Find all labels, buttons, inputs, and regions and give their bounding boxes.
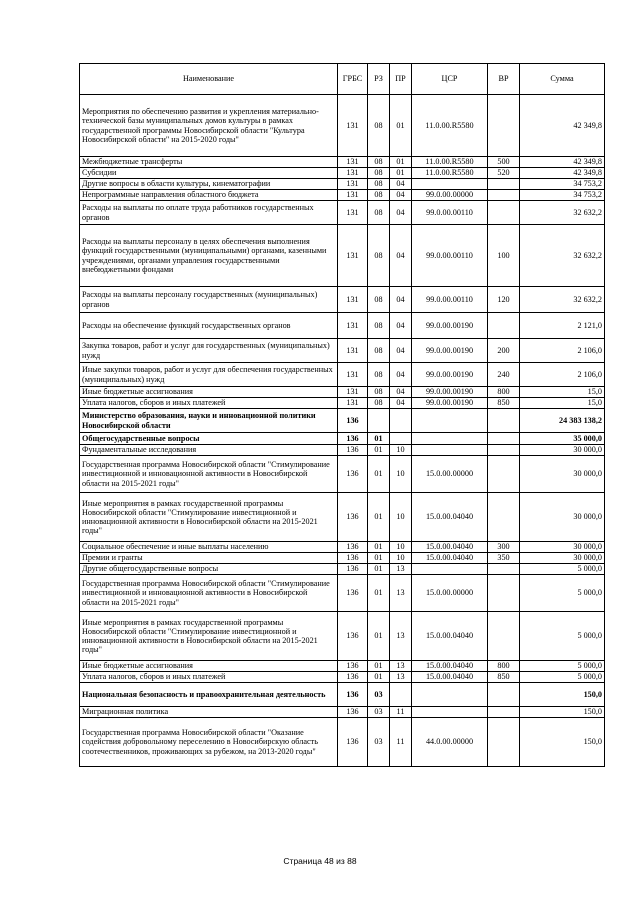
cell-pr: 01 [390,95,412,157]
budget-table [79,63,605,767]
cell-vr [488,95,520,157]
cell-pr: 04 [390,179,412,190]
table-header-row [80,64,605,95]
cell-csr: 11.0.00.R5580 [412,95,488,157]
header-vr: ВР [488,64,520,95]
cell-sum: 42 349,8 [520,157,605,168]
cell-rz: 03 [368,707,390,718]
cell-grbs: 136 [338,409,368,433]
cell-pr: 13 [390,575,412,612]
cell-vr [488,313,520,339]
cell-grbs: 131 [338,287,368,313]
cell-grbs: 131 [338,313,368,339]
cell-rz: 08 [368,168,390,179]
cell-csr: 44.0.00.00000 [412,718,488,767]
cell-csr: 11.0.00.R5580 [412,157,488,168]
cell-sum: 30 000,0 [520,493,605,542]
cell-name: Премии и гранты [80,553,338,564]
cell-name: Иные мероприятия в рамках государственной программы Новосибирской области "Стимулирование инвестиционной и инновационной активности в Новосибирской области на 2015-2021 годы" [80,612,338,661]
table-row [80,564,605,575]
cell-name: Уплата налогов, сборов и иных платежей [80,672,338,683]
cell-grbs: 136 [338,575,368,612]
cell-grbs: 131 [338,387,368,398]
cell-rz: 03 [368,718,390,767]
cell-vr: 300 [488,542,520,553]
cell-grbs: 136 [338,683,368,707]
table-row [80,95,605,157]
cell-name: Другие вопросы в области культуры, кинематографии [80,179,338,190]
cell-rz: 08 [368,387,390,398]
cell-pr: 10 [390,493,412,542]
cell-sum: 34 753,2 [520,179,605,190]
cell-vr: 850 [488,672,520,683]
cell-name: Иные бюджетные ассигнования [80,661,338,672]
header-name: Наименование [80,64,338,95]
cell-name: Государственная программа Новосибирской области "Стимулирование инвестиционной и инновационной активности в Новосибирской области на 2015-2021 годы" [80,456,338,493]
cell-csr: 15.0.00.04040 [412,542,488,553]
cell-rz: 01 [368,493,390,542]
cell-pr: 13 [390,672,412,683]
cell-name: Расходы на обеспечение функций государственных органов [80,313,338,339]
cell-rz: 01 [368,612,390,661]
table-row [80,398,605,409]
cell-pr: 13 [390,564,412,575]
cell-csr: 99.0.00.00190 [412,339,488,363]
cell-grbs: 136 [338,456,368,493]
table-row [80,612,605,661]
cell-sum: 5 000,0 [520,612,605,661]
cell-csr [412,564,488,575]
cell-csr [412,433,488,445]
cell-grbs: 131 [338,363,368,387]
header-grbs: ГРБС [338,64,368,95]
cell-sum: 42 349,8 [520,95,605,157]
cell-rz: 01 [368,445,390,456]
table-row [80,225,605,287]
cell-sum: 34 753,2 [520,190,605,201]
cell-vr: 800 [488,387,520,398]
table-row [80,201,605,225]
cell-sum: 30 000,0 [520,456,605,493]
cell-rz: 01 [368,564,390,575]
cell-name: Национальная безопасность и правоохранительная деятельность [80,683,338,707]
cell-grbs: 131 [338,168,368,179]
cell-vr [488,493,520,542]
table-row [80,718,605,767]
cell-grbs: 136 [338,672,368,683]
table-body [80,95,605,767]
cell-name: Субсидии [80,168,338,179]
cell-csr: 99.0.00.00190 [412,313,488,339]
cell-name: Межбюджетные трансферты [80,157,338,168]
cell-pr: 10 [390,542,412,553]
cell-rz: 01 [368,575,390,612]
cell-sum: 150,0 [520,683,605,707]
cell-rz: 01 [368,553,390,564]
cell-csr: 15.0.00.00000 [412,456,488,493]
cell-pr: 04 [390,398,412,409]
cell-grbs: 136 [338,542,368,553]
cell-sum: 5 000,0 [520,672,605,683]
cell-name: Миграционная политика [80,707,338,718]
cell-csr: 99.0.00.00000 [412,190,488,201]
cell-pr: 10 [390,456,412,493]
cell-rz: 01 [368,672,390,683]
cell-csr: 15.0.00.04040 [412,553,488,564]
table-row [80,409,605,433]
cell-sum: 30 000,0 [520,445,605,456]
cell-sum: 30 000,0 [520,542,605,553]
cell-pr: 04 [390,201,412,225]
cell-sum: 2 121,0 [520,313,605,339]
cell-sum: 2 106,0 [520,363,605,387]
cell-name: Расходы на выплаты персоналу в целях обеспечения выполнения функций государственными (муниципальными) органами, казенными учреждениями, органами управления государственными внебюджетными фондами [80,225,338,287]
cell-pr: 04 [390,225,412,287]
cell-name: Расходы на выплаты персоналу государственных (муниципальных) органов [80,287,338,313]
cell-vr [488,190,520,201]
cell-vr [488,201,520,225]
cell-csr: 15.0.00.04040 [412,493,488,542]
cell-grbs: 136 [338,445,368,456]
cell-rz: 08 [368,157,390,168]
cell-pr: 04 [390,387,412,398]
cell-rz: 08 [368,201,390,225]
cell-csr: 99.0.00.00190 [412,363,488,387]
cell-csr: 99.0.00.00110 [412,225,488,287]
header-rz: РЗ [368,64,390,95]
table-row [80,493,605,542]
cell-rz: 08 [368,287,390,313]
cell-grbs: 136 [338,707,368,718]
cell-pr [390,409,412,433]
cell-pr: 01 [390,157,412,168]
cell-vr [488,179,520,190]
table-row [80,313,605,339]
cell-rz: 08 [368,190,390,201]
cell-rz: 01 [368,661,390,672]
cell-vr: 850 [488,398,520,409]
cell-vr: 240 [488,363,520,387]
cell-vr [488,564,520,575]
table-row [80,661,605,672]
cell-grbs: 136 [338,612,368,661]
cell-vr: 200 [488,339,520,363]
cell-csr [412,683,488,707]
cell-csr: 15.0.00.04040 [412,672,488,683]
cell-vr [488,612,520,661]
cell-grbs: 131 [338,225,368,287]
cell-pr: 11 [390,718,412,767]
cell-csr [412,445,488,456]
cell-pr: 04 [390,363,412,387]
cell-csr [412,707,488,718]
page-footer: Страница 48 из 88 [283,856,357,866]
cell-csr [412,409,488,433]
cell-name: Социальное обеспечение и иные выплаты населению [80,542,338,553]
cell-name: Иные мероприятия в рамках государственной программы Новосибирской области "Стимулирование инвестиционной и инновационной активности в Новосибирской области на 2015-2021 годы" [80,493,338,542]
cell-name: Государственная программа Новосибирской области "Стимулирование инвестиционной и инновационной активности в Новосибирской области на 2015-2021 годы" [80,575,338,612]
cell-csr: 99.0.00.00190 [412,398,488,409]
cell-vr [488,409,520,433]
cell-vr [488,575,520,612]
cell-grbs: 136 [338,493,368,542]
cell-vr [488,683,520,707]
cell-pr: 04 [390,190,412,201]
table-row [80,707,605,718]
cell-grbs: 131 [338,201,368,225]
cell-rz: 08 [368,95,390,157]
cell-name: Закупка товаров, работ и услуг для государственных (муниципальных) нужд [80,339,338,363]
cell-name: Расходы на выплаты по оплате труда работников государственных органов [80,201,338,225]
cell-sum: 5 000,0 [520,564,605,575]
cell-name: Иные бюджетные ассигнования [80,387,338,398]
table-row [80,553,605,564]
cell-pr: 13 [390,612,412,661]
cell-sum: 32 632,2 [520,201,605,225]
cell-grbs: 136 [338,661,368,672]
cell-sum: 42 349,8 [520,168,605,179]
cell-rz: 08 [368,339,390,363]
table-row [80,168,605,179]
cell-grbs: 136 [338,718,368,767]
cell-sum: 30 000,0 [520,553,605,564]
cell-grbs: 131 [338,398,368,409]
cell-vr [488,456,520,493]
cell-sum: 32 632,2 [520,225,605,287]
cell-pr [390,683,412,707]
cell-pr: 04 [390,313,412,339]
cell-rz: 08 [368,225,390,287]
cell-csr: 99.0.00.00190 [412,387,488,398]
table-row [80,157,605,168]
cell-pr [390,433,412,445]
table-row [80,542,605,553]
table-row [80,363,605,387]
cell-vr: 120 [488,287,520,313]
header-sum: Сумма [520,64,605,95]
cell-grbs: 136 [338,553,368,564]
cell-rz: 08 [368,179,390,190]
cell-vr: 800 [488,661,520,672]
cell-csr: 15.0.00.00000 [412,575,488,612]
cell-vr: 500 [488,157,520,168]
cell-rz: 01 [368,542,390,553]
cell-sum: 15,0 [520,387,605,398]
cell-vr [488,718,520,767]
cell-sum: 24 383 138,2 [520,409,605,433]
cell-sum: 5 000,0 [520,575,605,612]
table-row [80,445,605,456]
cell-name: Иные закупки товаров, работ и услуг для обеспечения государственных (муниципальных) нужд [80,363,338,387]
cell-grbs: 131 [338,95,368,157]
cell-pr: 13 [390,661,412,672]
cell-sum: 2 106,0 [520,339,605,363]
table-row [80,179,605,190]
table-row [80,456,605,493]
cell-grbs: 131 [338,157,368,168]
cell-rz: 03 [368,683,390,707]
cell-sum: 35 000,0 [520,433,605,445]
header-pr: ПР [390,64,412,95]
cell-rz: 08 [368,398,390,409]
cell-vr [488,433,520,445]
cell-rz: 01 [368,433,390,445]
cell-pr: 10 [390,445,412,456]
cell-grbs: 131 [338,190,368,201]
cell-name: Фундаментальные исследования [80,445,338,456]
cell-name: Уплата налогов, сборов и иных платежей [80,398,338,409]
cell-name: Министерство образования, науки и инновационной политики Новосибирской области [80,409,338,433]
cell-sum: 5 000,0 [520,661,605,672]
cell-vr: 350 [488,553,520,564]
cell-rz: 08 [368,363,390,387]
cell-sum: 150,0 [520,707,605,718]
table-row [80,672,605,683]
cell-csr: 15.0.00.04040 [412,612,488,661]
cell-grbs: 131 [338,339,368,363]
cell-pr: 11 [390,707,412,718]
table-row [80,683,605,707]
cell-csr: 99.0.00.00110 [412,287,488,313]
table-row [80,339,605,363]
table-row [80,387,605,398]
cell-name: Другие общегосударственные вопросы [80,564,338,575]
cell-csr: 11.0.00.R5580 [412,168,488,179]
cell-pr: 01 [390,168,412,179]
cell-vr [488,445,520,456]
table-row [80,575,605,612]
cell-vr: 520 [488,168,520,179]
cell-rz: 08 [368,313,390,339]
cell-sum: 32 632,2 [520,287,605,313]
cell-pr: 10 [390,553,412,564]
cell-pr: 04 [390,287,412,313]
cell-name: Общегосударственные вопросы [80,433,338,445]
cell-name: Государственная программа Новосибирской области "Оказание содействия добровольному переселению в Новосибирскую область соотечественников, проживающих за рубежом, на 2013-2020 годы" [80,718,338,767]
cell-rz [368,409,390,433]
cell-grbs: 136 [338,433,368,445]
table-row [80,190,605,201]
cell-pr: 04 [390,339,412,363]
cell-sum: 15,0 [520,398,605,409]
cell-vr [488,707,520,718]
cell-csr: 15.0.00.04040 [412,661,488,672]
cell-csr [412,179,488,190]
cell-sum: 150,0 [520,718,605,767]
cell-grbs: 131 [338,179,368,190]
cell-name: Мероприятия по обеспечению развития и укрепления материально-технической базы муниципальных домов культуры в рамках государственной программы Новосибирской области "Культура Новосибирской области" на 2015-2020 годы" [80,95,338,157]
table-row [80,287,605,313]
table-row [80,433,605,445]
header-csr: ЦСР [412,64,488,95]
cell-rz: 01 [368,456,390,493]
cell-name: Непрограммные направления областного бюджета [80,190,338,201]
cell-grbs: 136 [338,564,368,575]
cell-csr: 99.0.00.00110 [412,201,488,225]
cell-vr: 100 [488,225,520,287]
